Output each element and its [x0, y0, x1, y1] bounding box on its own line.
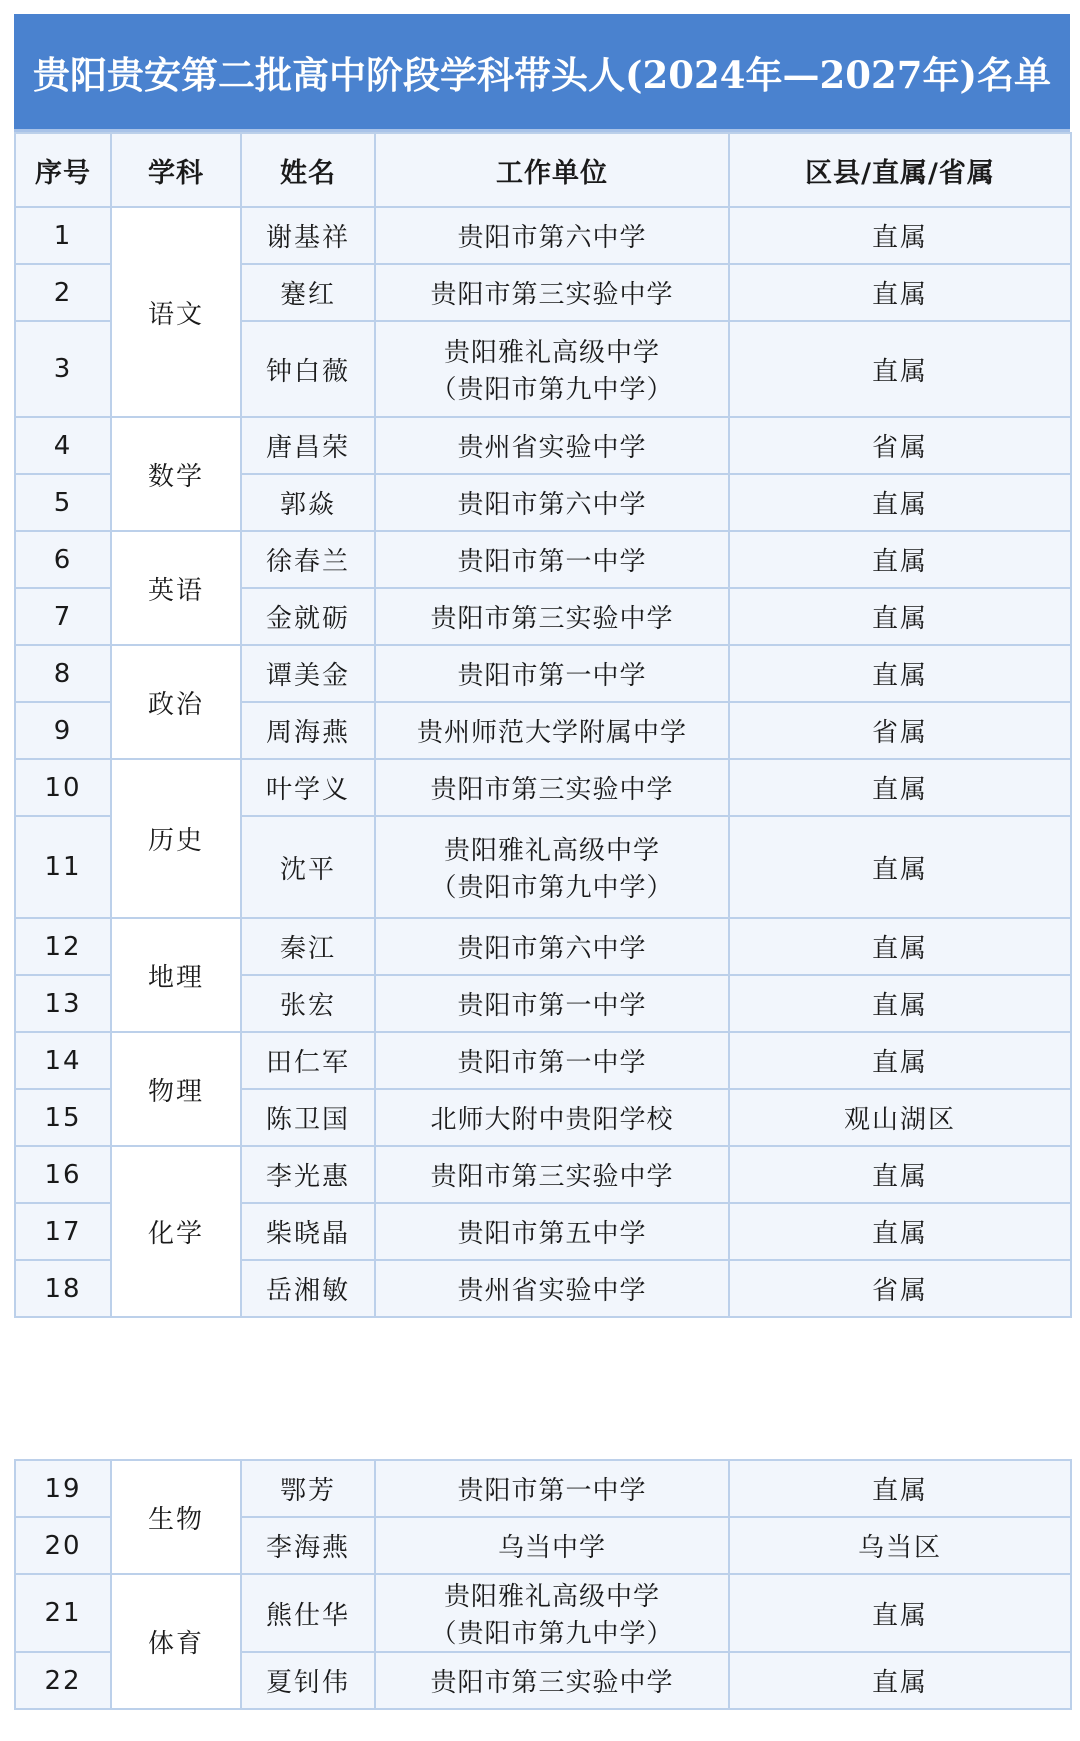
- unit-line-2: （贵阳市第九中学）: [430, 873, 674, 903]
- row-name: 陈卫国: [241, 1089, 375, 1146]
- row-name: 谭美金: [241, 645, 375, 702]
- row-type: 直属: [729, 264, 1071, 321]
- row-type: 直属: [729, 1203, 1071, 1260]
- subject-cell: 历史: [111, 759, 241, 918]
- row-unit: 贵阳市第三实验中学: [375, 1146, 729, 1203]
- row-no: 3: [15, 321, 111, 417]
- subject-cell: 生物: [111, 1460, 241, 1574]
- row-type: 直属: [729, 1032, 1071, 1089]
- row-name: 叶学义: [241, 759, 375, 816]
- row-no: 11: [15, 816, 111, 918]
- row-no: 5: [15, 474, 111, 531]
- row-unit: 贵阳市第三实验中学: [375, 759, 729, 816]
- row-name: 金就砺: [241, 588, 375, 645]
- subject-cell: 地理: [111, 918, 241, 1032]
- row-unit: 贵阳市第六中学: [375, 918, 729, 975]
- subject-cell: 数学: [111, 417, 241, 531]
- table-row: [15, 531, 1071, 588]
- row-name: 秦江: [241, 918, 375, 975]
- row-name: 徐春兰: [241, 531, 375, 588]
- row-no: 21: [15, 1574, 111, 1652]
- row-name: 周海燕: [241, 702, 375, 759]
- row-no: 9: [15, 702, 111, 759]
- teacher-table: [14, 132, 1072, 1318]
- row-name: 田仁军: [241, 1032, 375, 1089]
- row-no: 10: [15, 759, 111, 816]
- row-type: 直属: [729, 207, 1071, 264]
- row-type: 直属: [729, 918, 1071, 975]
- row-name: 蹇红: [241, 264, 375, 321]
- row-type: 直属: [729, 1460, 1071, 1517]
- row-name: 李光惠: [241, 1146, 375, 1203]
- row-unit: 贵阳市第一中学: [375, 975, 729, 1032]
- row-type: 省属: [729, 702, 1071, 759]
- row-name: 钟白薇: [241, 321, 375, 417]
- row-name: 谢基祥: [241, 207, 375, 264]
- row-no: 7: [15, 588, 111, 645]
- subject-cell: 体育: [111, 1574, 241, 1709]
- header-name: 姓名: [241, 133, 375, 207]
- row-name: 郭焱: [241, 474, 375, 531]
- table-row: [15, 1146, 1071, 1203]
- list-sheet-continued: [14, 1459, 1070, 1710]
- row-name: 张宏: [241, 975, 375, 1032]
- row-type: 直属: [729, 531, 1071, 588]
- row-no: 18: [15, 1260, 111, 1317]
- row-no: 1: [15, 207, 111, 264]
- subject-cell: 政治: [111, 645, 241, 759]
- subject-cell: 化学: [111, 1146, 241, 1317]
- row-name: 李海燕: [241, 1517, 375, 1574]
- row-unit: 贵阳市第一中学: [375, 531, 729, 588]
- row-unit: 贵阳市第一中学: [375, 1032, 729, 1089]
- row-type: 直属: [729, 474, 1071, 531]
- row-type: 直属: [729, 975, 1071, 1032]
- page-title: 贵阳贵安第二批高中阶段学科带头人(2024年—2027年)名单: [14, 14, 1070, 132]
- table-row: [15, 759, 1071, 816]
- row-type: 观山湖区: [729, 1089, 1071, 1146]
- row-no: 14: [15, 1032, 111, 1089]
- table-row: [15, 1574, 1071, 1652]
- row-type: 省属: [729, 1260, 1071, 1317]
- row-name: 岳湘敏: [241, 1260, 375, 1317]
- list-sheet: [14, 14, 1070, 1318]
- row-unit: [375, 1574, 729, 1652]
- subject-cell: 英语: [111, 531, 241, 645]
- row-unit: 贵阳市第一中学: [375, 645, 729, 702]
- row-unit: 贵阳市第三实验中学: [375, 588, 729, 645]
- header-type: 区县/直属/省属: [729, 133, 1071, 207]
- subject-cell: 语文: [111, 207, 241, 417]
- unit-line: 贵阳雅礼高级中学: [443, 836, 660, 866]
- row-no: 13: [15, 975, 111, 1032]
- unit-line: 贵阳雅礼高级中学: [443, 338, 660, 368]
- row-no: 19: [15, 1460, 111, 1517]
- row-name: 柴晓晶: [241, 1203, 375, 1260]
- row-unit: 北师大附中贵阳学校: [375, 1089, 729, 1146]
- row-type: 乌当区: [729, 1517, 1071, 1574]
- row-unit: 贵州省实验中学: [375, 417, 729, 474]
- row-type: 直属: [729, 588, 1071, 645]
- subject-cell: 物理: [111, 1032, 241, 1146]
- row-no: 17: [15, 1203, 111, 1260]
- row-unit: [375, 816, 729, 918]
- row-unit: 贵阳市第三实验中学: [375, 264, 729, 321]
- unit-line-2: （贵阳市第九中学）: [430, 375, 674, 405]
- row-unit: [375, 321, 729, 417]
- row-unit: 乌当中学: [375, 1517, 729, 1574]
- row-name: 熊仕华: [241, 1574, 375, 1652]
- table-row: [15, 1032, 1071, 1089]
- row-no: 15: [15, 1089, 111, 1146]
- row-type: 直属: [729, 1652, 1071, 1709]
- row-unit: 贵阳市第一中学: [375, 1460, 729, 1517]
- table-row: [15, 1460, 1071, 1517]
- unit-line: 贵阳雅礼高级中学: [443, 1582, 660, 1612]
- row-no: 4: [15, 417, 111, 474]
- row-no: 16: [15, 1146, 111, 1203]
- row-no: 6: [15, 531, 111, 588]
- row-name: 沈平: [241, 816, 375, 918]
- row-type: 直属: [729, 1146, 1071, 1203]
- row-type: 直属: [729, 645, 1071, 702]
- header-unit: 工作单位: [375, 133, 729, 207]
- row-no: 20: [15, 1517, 111, 1574]
- row-type: 直属: [729, 1574, 1071, 1652]
- header-row: [15, 133, 1071, 207]
- row-no: 2: [15, 264, 111, 321]
- row-unit: 贵阳市第五中学: [375, 1203, 729, 1260]
- row-type: 直属: [729, 321, 1071, 417]
- row-unit: 贵州省实验中学: [375, 1260, 729, 1317]
- header-no: 序号: [15, 133, 111, 207]
- row-no: 12: [15, 918, 111, 975]
- row-unit: 贵阳市第六中学: [375, 207, 729, 264]
- row-name: 夏钊伟: [241, 1652, 375, 1709]
- table-row: [15, 918, 1071, 975]
- table-row: [15, 645, 1071, 702]
- unit-line-2: （贵阳市第九中学）: [430, 1619, 674, 1649]
- row-type: 直属: [729, 816, 1071, 918]
- row-type: 省属: [729, 417, 1071, 474]
- row-unit: 贵州师范大学附属中学: [375, 702, 729, 759]
- row-type: 直属: [729, 759, 1071, 816]
- row-no: 8: [15, 645, 111, 702]
- row-name: 唐昌荣: [241, 417, 375, 474]
- row-name: 鄂芳: [241, 1460, 375, 1517]
- header-subject: 学科: [111, 133, 241, 207]
- table-row: [15, 207, 1071, 264]
- table-row: [15, 417, 1071, 474]
- row-unit: 贵阳市第六中学: [375, 474, 729, 531]
- row-no: 22: [15, 1652, 111, 1709]
- teacher-table-continued: [14, 1459, 1072, 1710]
- row-unit: 贵阳市第三实验中学: [375, 1652, 729, 1709]
